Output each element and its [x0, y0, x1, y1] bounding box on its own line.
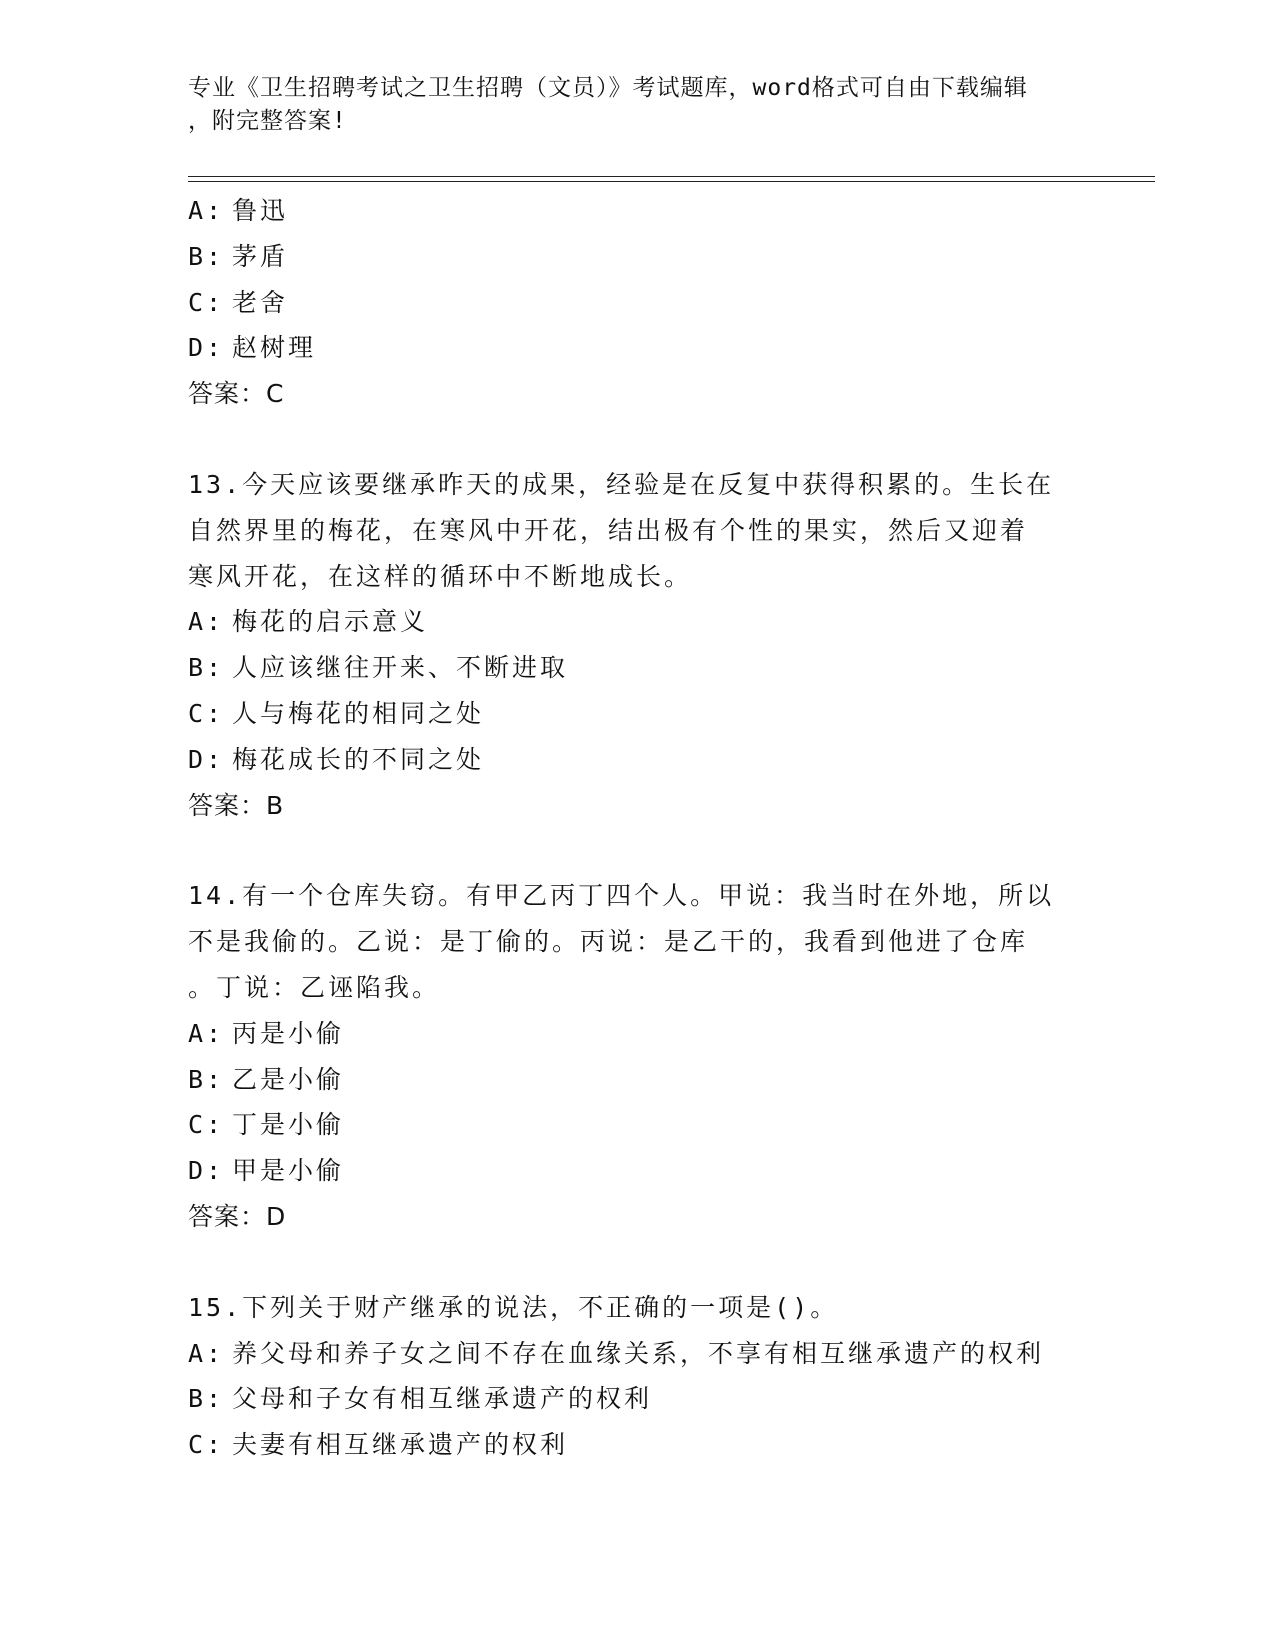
header-rule-top — [188, 176, 1155, 177]
answer-line: 答案：D — [188, 1201, 287, 1231]
header-rule-bottom — [188, 181, 1155, 182]
option-c: C: 夫妻有相互继承遗产的权利 — [188, 1430, 569, 1460]
spacer — [188, 1240, 1088, 1285]
option-b: B: 父母和子女有相互继承遗产的权利 — [188, 1384, 653, 1414]
option-d: D: 梅花成长的不同之处 — [188, 744, 485, 774]
question-15 — [188, 1285, 1088, 1468]
question-text: 15.下列关于财产继承的说法，不正确的一项是()。 — [188, 1292, 839, 1322]
question-list — [188, 188, 1088, 1468]
header-line-1: 专业《卫生招聘考试之卫生招聘（文员）》考试题库，word格式可自由下载编辑 — [188, 75, 1028, 101]
question-text: 13.今天应该要继承昨天的成果，经验是在反复中获得积累的。生长在 自然界里的梅花，在寒风中开花，结出极有个性的果实，然后又迎着 寒风开花，在这样的循环中不断地成长。 — [188, 469, 1055, 591]
option-a: A: 鲁迅 — [188, 196, 289, 225]
document-header — [188, 72, 1068, 138]
option-c: C: 丁是小偷 — [188, 1110, 345, 1140]
option-d: D: 甲是小偷 — [188, 1156, 345, 1186]
option-c: C: 老舍 — [188, 287, 289, 317]
option-a: A: 梅花的启示意义 — [188, 607, 429, 637]
answer-line: 答案：B — [188, 790, 285, 820]
option-a: A: 养父母和养子女之间不存在血缘关系，不享有相互继承遗产的权利 — [188, 1338, 1045, 1368]
spacer — [188, 417, 1088, 462]
question-12 — [188, 188, 1088, 417]
answer-line: 答案：C — [188, 379, 285, 409]
header-line-2: ，附完整答案! — [188, 108, 347, 134]
question-13 — [188, 462, 1088, 828]
question-14 — [188, 873, 1088, 1239]
option-c: C: 人与梅花的相同之处 — [188, 698, 485, 728]
option-b: B: 人应该继往开来、不断进取 — [188, 653, 569, 683]
option-b: B: 茅盾 — [188, 241, 289, 271]
option-a: A: 丙是小偷 — [188, 1018, 345, 1048]
option-d: D: 赵树理 — [188, 333, 317, 363]
option-b: B: 乙是小偷 — [188, 1064, 345, 1094]
question-text: 14.有一个仓库失窃。有甲乙丙丁四个人。甲说：我当时在外地，所以 不是我偷的。乙说：是丁偷的。丙说：是乙干的，我看到他进了仓库 。丁说：乙诬陷我。 — [188, 881, 1055, 1002]
spacer — [188, 828, 1088, 873]
